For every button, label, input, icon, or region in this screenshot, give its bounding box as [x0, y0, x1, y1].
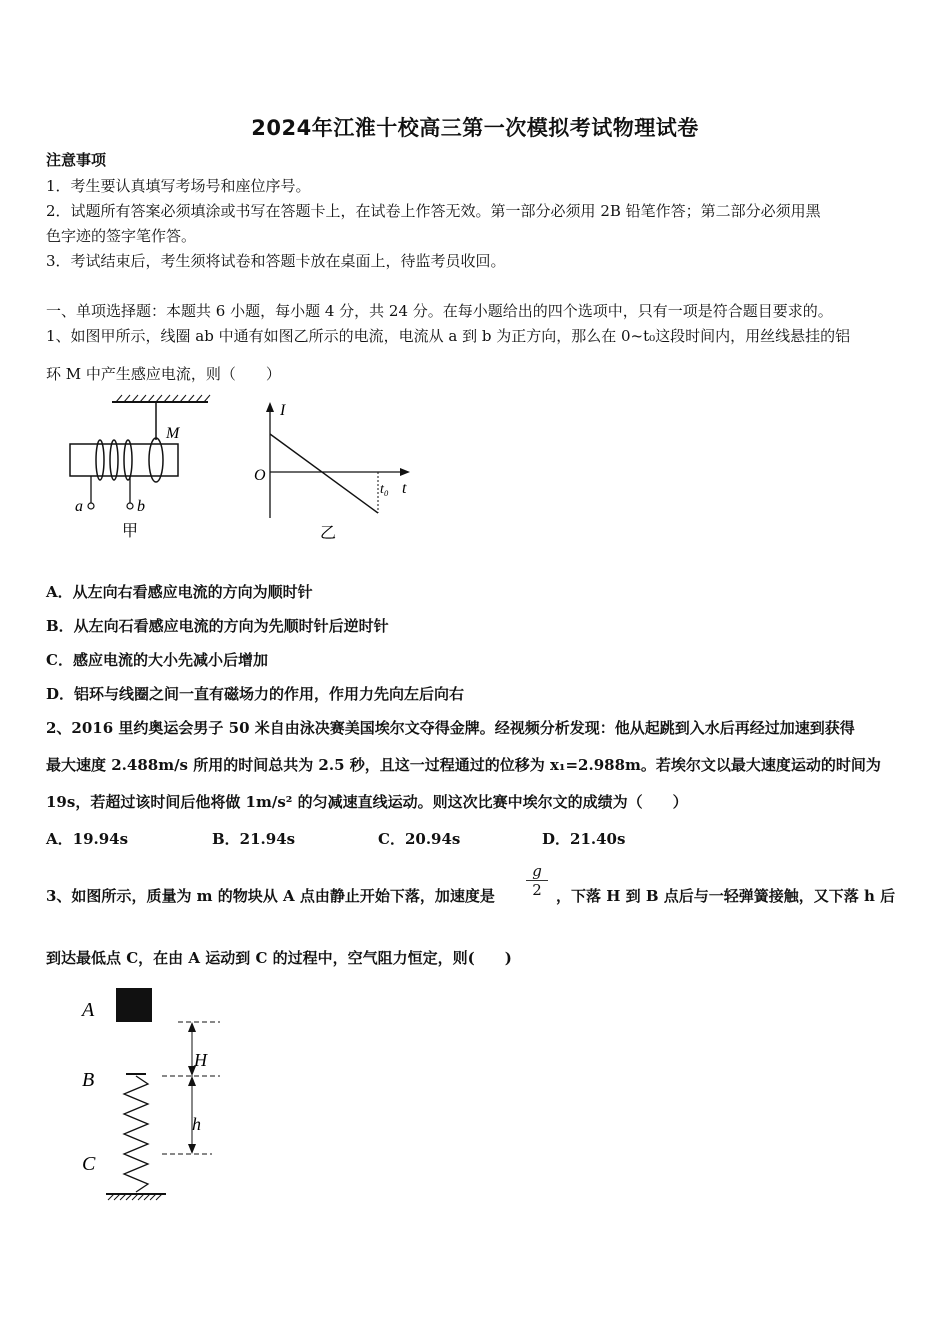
arrow-down-icon — [188, 1144, 196, 1154]
label-B: B — [82, 1069, 95, 1091]
q1-option-b: B．从左向石看感应电流的方向为先顺时针后逆时针 — [46, 617, 389, 635]
q1-stem-line1: 1、如图甲所示，线圈 ab 中通有如图乙所示的电流，电流从 a 到 b 为正方向，那么在 0~t₀这段时间内，用丝线悬挂的铝 — [46, 327, 851, 345]
q2-option-b: B．21.94s — [212, 830, 296, 848]
notice-heading: 注意事项 — [46, 151, 107, 169]
q2-stem-line2: 最大速度 2.488m/s 所用的时间总共为 2.5 秒，且这一过程通过的位移为 x₁=2.988m。若埃尔文以最大速度运动的时间为 — [46, 756, 881, 774]
q1-option-d: D．铝环与线圈之间一直有磁场力的作用，作用力先向左后向右 — [46, 685, 465, 703]
q1-stem-line2: 环 M 中产生感应电流，则（ ） — [46, 365, 281, 383]
arrow-up-icon — [188, 1076, 196, 1086]
label-b: b — [137, 498, 145, 515]
q1-figure-yi — [250, 398, 420, 548]
notice-item-3: 3．考试结束后，考生须将试卷和答题卡放在桌面上，待监考员收回。 — [46, 252, 506, 270]
page-title: 2024年江淮十校高三第一次模拟考试物理试卷 — [251, 116, 699, 140]
q1-option-c: C．感应电流的大小先减小后增加 — [46, 651, 268, 669]
label-A: A — [82, 999, 95, 1021]
caption-jia: 甲 — [122, 523, 139, 540]
label-t0: t₀ — [380, 482, 389, 497]
q2-stem-line3: 19s，若超过该时间后他将做 1m/s² 的匀减速直线运动。则这次比赛中埃尔文的成绩为（ ） — [46, 793, 688, 811]
label-M: M — [166, 425, 180, 442]
label-H: H — [194, 1050, 207, 1070]
arrow-up-icon — [266, 402, 274, 412]
notice-item-2-cont: 色字迹的签字笔作答。 — [46, 227, 197, 245]
notice-item-2: 2．试题所有答案必须填涂或书写在答题卡上，在试卷上作答无效。第一部分必须用 2B 铅笔作答；第二部分必须用黑 — [46, 202, 821, 220]
arrow-right-icon — [400, 468, 410, 476]
q2-option-d: D．21.40s — [542, 830, 626, 848]
q1-option-a: A．从左向右看感应电流的方向为顺时针 — [46, 583, 313, 601]
frac-numerator: g — [526, 862, 548, 881]
q2-options — [46, 828, 906, 848]
label-a: a — [75, 498, 83, 515]
q3-figure — [70, 980, 250, 1230]
q3-stem-line1-a: 3、如图所示，质量为 m 的物块从 A 点由静止开始下落，加速度是 — [46, 887, 495, 905]
q2-option-c: C．20.94s — [378, 830, 461, 848]
notice-item-1: 1．考生要认真填写考场号和座位序号。 — [46, 177, 311, 195]
label-C: C — [82, 1153, 96, 1175]
q1-figure-jia — [60, 392, 220, 544]
section1-heading: 一、单项选择题：本题共 6 小题，每小题 4 分，共 24 分。在每小题给出的四个选项中，只有一项是符合题目要求的。 — [46, 302, 833, 320]
label-I: I — [280, 402, 286, 419]
label-h: h — [192, 1114, 201, 1134]
q3-fraction — [526, 862, 548, 899]
label-O: O — [254, 467, 266, 484]
spring — [124, 1076, 148, 1192]
caption-yi: 乙 — [320, 525, 337, 542]
q3-stem-line2: 到达最低点 C，在由 A 运动到 C 的过程中，空气阻力恒定，则( ) — [46, 949, 512, 967]
q2-option-a: A．19.94s — [46, 830, 129, 848]
frac-denominator: 2 — [532, 881, 542, 899]
block — [116, 988, 152, 1022]
arrow-up-icon — [188, 1022, 196, 1032]
label-t: t — [402, 480, 407, 497]
q3-stem-line1-b: ，下落 H 到 B 点后与一轻弹簧接触，又下落 h 后 — [556, 887, 896, 905]
q2-stem-line1: 2、2016 里约奥运会男子 50 米自由泳决赛美国埃尔文夺得金牌。经视频分析发现：他从起跳到入水后再经过加速到获得 — [46, 719, 855, 737]
